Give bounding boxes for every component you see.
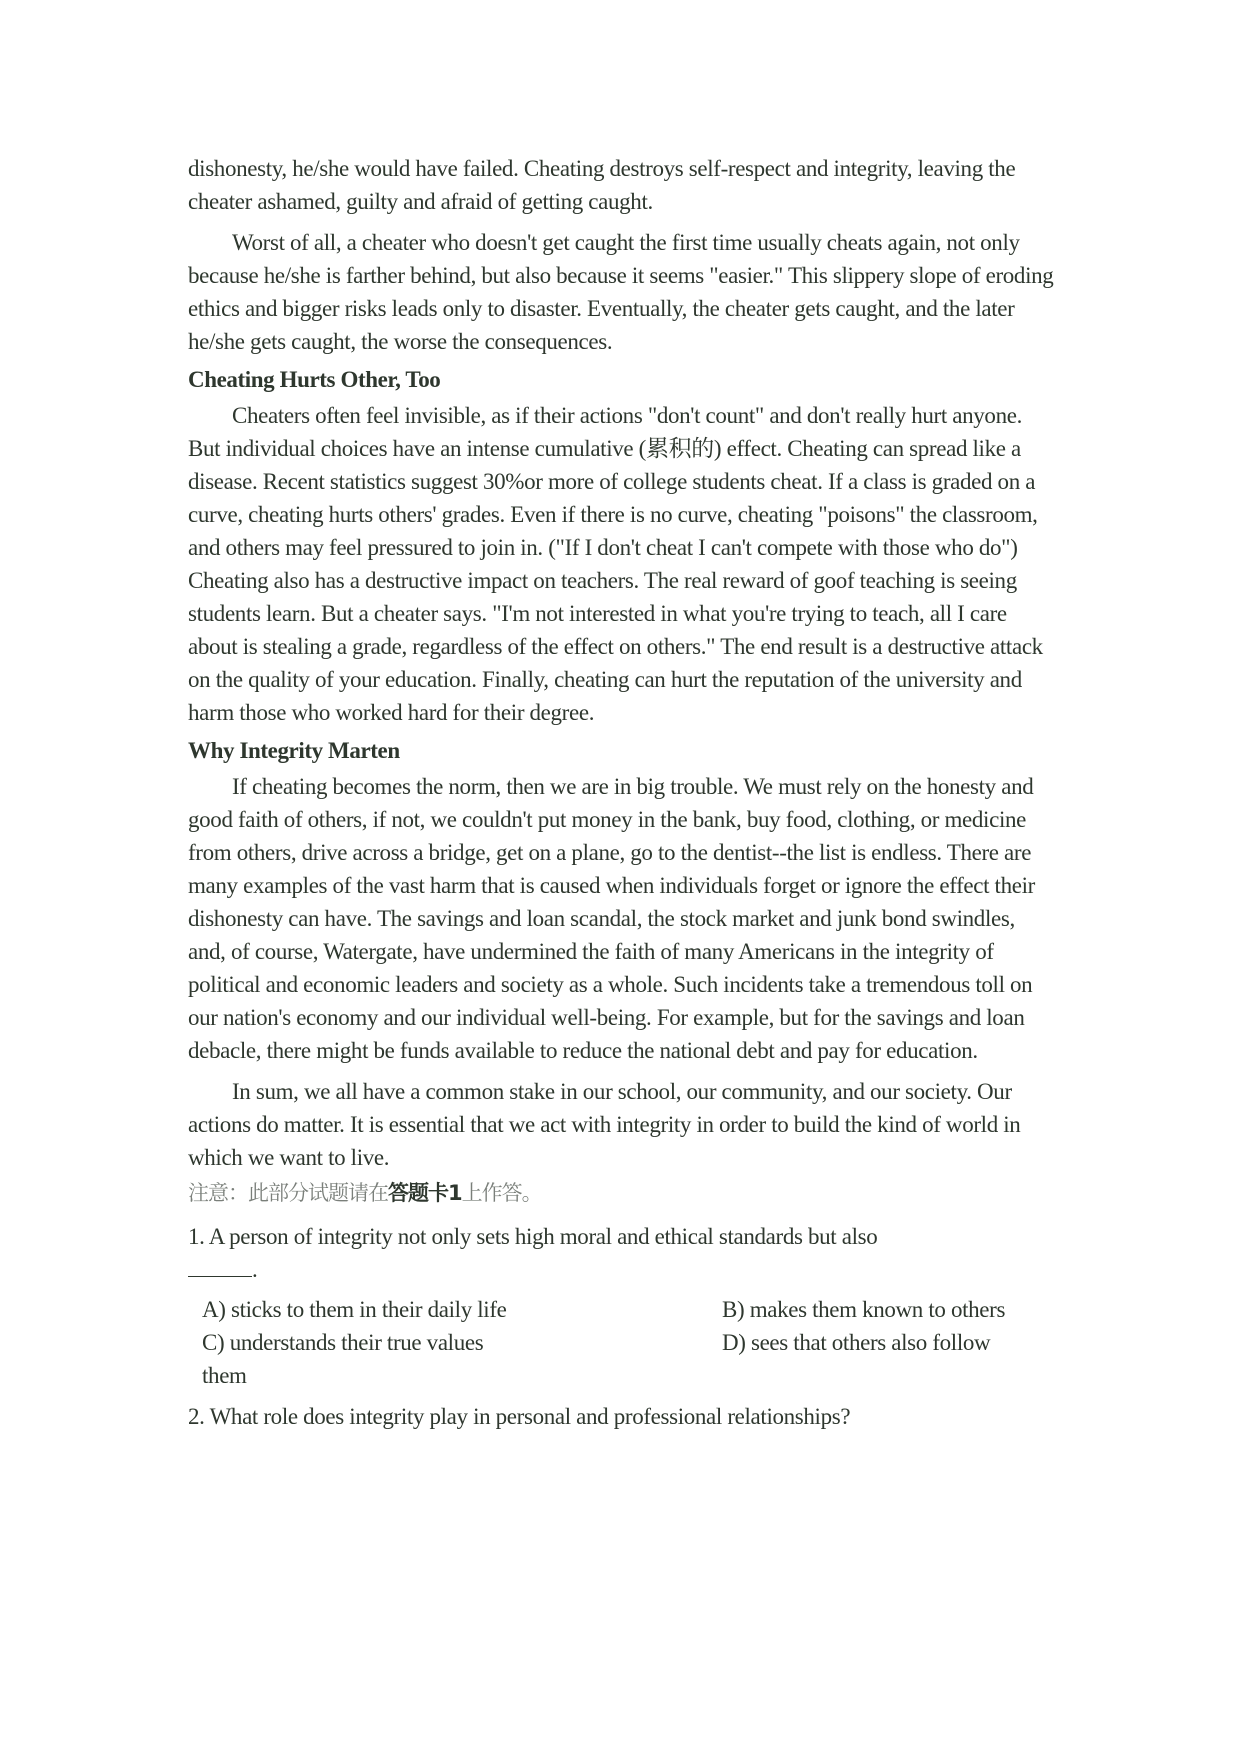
options-row-3 [202, 1359, 1054, 1392]
document-page [188, 152, 1054, 1433]
question-1 [188, 1220, 1054, 1392]
option-a[interactable]: A) sticks to them in their daily life [202, 1297, 507, 1322]
question-text: A person of integrity not only sets high moral and ethical standards but also [208, 1224, 878, 1249]
option-b[interactable]: B) makes them known to others [722, 1297, 1006, 1322]
notice-suffix: 上作答。 [461, 1181, 542, 1205]
options-row-1 [202, 1293, 1054, 1326]
paragraph-continued: dishonesty, he/she would have failed. Cheating destroys self-respect and integrity, leaving the cheater ashamed, guilty and afraid of getting caught. [188, 156, 1016, 214]
heading-why-integrity: Why Integrity Marten [188, 738, 400, 763]
option-d-wrap: them [202, 1363, 247, 1388]
question-1-options [188, 1293, 1054, 1392]
question-2 [188, 1400, 1054, 1433]
answer-sheet-notice [188, 1177, 1054, 1210]
question-text: What role does integrity play in personal and professional relationships? [209, 1404, 851, 1429]
notice-answer-sheet: 答题卡1 [388, 1181, 462, 1205]
options-row-2 [202, 1326, 1054, 1359]
option-c[interactable]: C) understands their true values [202, 1330, 484, 1355]
paragraph-cheating-hurts: Cheaters often feel invisible, as if their actions "don't count" and don't really hurt anyone. But individual choices have an intense cumulative (累积的) effect. Cheating can spread like a disease. Recent statistics suggest 30%or more of college students cheat. If a class is graded on a curve, cheating hurts others' grades. Even if there is no curve, cheating "poisons" the classroom, and others may feel pressured to join in. ("If I don't cheat I can't compete with those who do") Cheating also has a destructive impact on teachers. The real reward of goof teaching is seeing students learn. But a cheater says. "I'm not interested in what you're trying to teach, all I care about is stealing a grade, regardless of the effect on others." The end result is a destructive attack on the quality of your education. Finally, cheating can hurt the reputation of the university and harm those who worked hard for their degree. [188, 403, 1043, 725]
heading-cheating-hurts-others: Cheating Hurts Other, Too [188, 367, 441, 392]
question-1-blank-line [188, 1253, 1054, 1286]
paragraph-why-integrity: If cheating becomes the norm, then we are in big trouble. We must rely on the honesty and good faith of others, if not, we couldn't put money in the bank, buy food, clothing, or medicine from others, drive across a bridge, get on a plane, go to the dentist--the list is endless. There are many examples of the vast harm that is caused when individuals forget or ignore the effect their dishonesty can have. The savings and loan scandal, the stock market and junk bond swindles, and, of course, Watergate, have undermined the faith of many Americans in the integrity of political and economic leaders and society as a whole. Such incidents take a tremendous toll on our nation's economy and our individual well-being. For example, but for the savings and loan debacle, there might be funds available to reduce the national debt and pay for education. [188, 774, 1035, 1063]
question-number: 1. [188, 1224, 205, 1249]
question-number: 2. [188, 1404, 205, 1429]
option-d[interactable]: D) sees that others also follow [722, 1330, 991, 1355]
paragraph-in-sum: In sum, we all have a common stake in our school, our community, and our society. Our actions do matter. It is essential that we act with integrity in order to build the kind of world in which we want to live. [188, 1079, 1021, 1170]
answer-blank [188, 1256, 252, 1277]
paragraph-worst-of-all: Worst of all, a cheater who doesn't get caught the first time usually cheats again, not only because he/she is farther behind, but also because it seems "easier." This slippery slope of eroding ethics and bigger risks leads only to disaster. Eventually, the cheater gets caught, and the later he/she gets caught, the worse the consequences. [188, 230, 1054, 354]
blank-period: . [252, 1257, 258, 1282]
question-2-stem [188, 1400, 1054, 1433]
notice-prefix: 注意：此部分试题请在 [188, 1181, 388, 1205]
question-1-stem [188, 1220, 1054, 1253]
